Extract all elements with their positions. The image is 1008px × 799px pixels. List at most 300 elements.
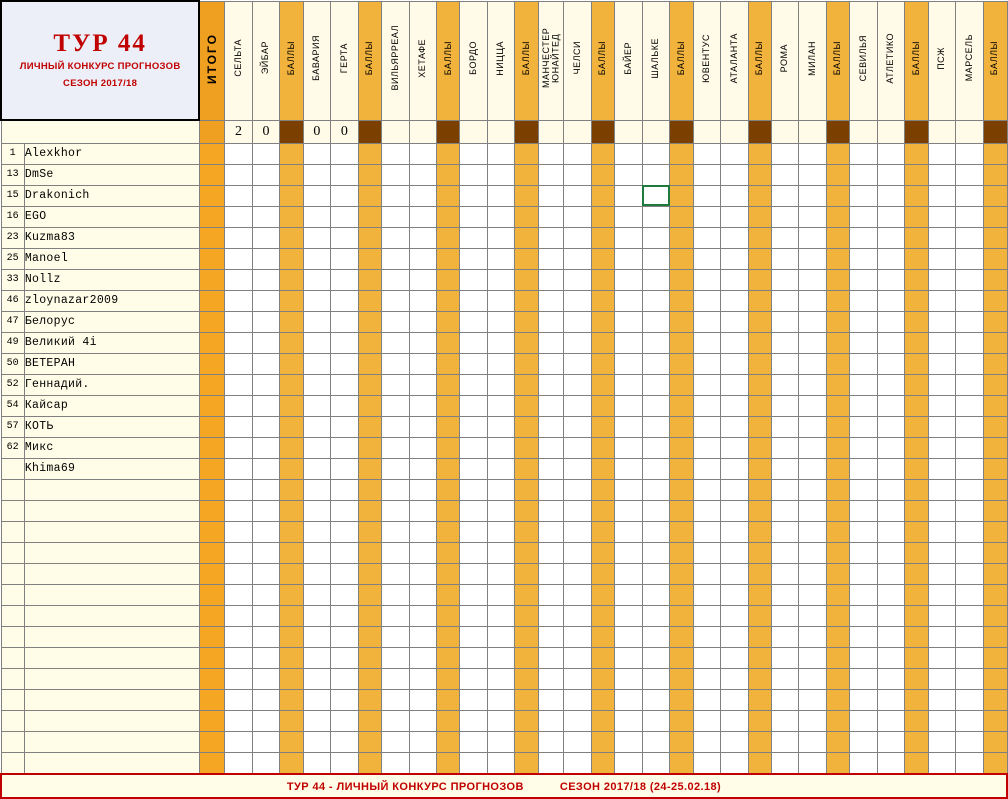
prediction-cell[interactable] [615,269,643,290]
prediction-cell[interactable] [564,416,592,437]
prediction-cell[interactable] [437,500,460,521]
prediction-cell[interactable] [877,731,905,752]
prediction-cell[interactable] [721,248,749,269]
prediction-cell[interactable] [280,584,303,605]
prediction-cell[interactable] [331,185,359,206]
prediction-cell[interactable] [748,479,771,500]
participant-name[interactable]: Kuzma83 [24,227,199,248]
prediction-cell[interactable] [515,542,538,563]
prediction-cell[interactable] [877,689,905,710]
prediction-cell[interactable] [956,731,984,752]
prediction-cell[interactable] [437,416,460,437]
prediction-cell[interactable] [877,479,905,500]
prediction-cell[interactable] [515,374,538,395]
prediction-cell[interactable] [956,164,984,185]
prediction-cell[interactable] [515,500,538,521]
column-header-15[interactable] [591,1,614,120]
prediction-cell[interactable] [670,458,693,479]
prediction-cell[interactable] [358,185,381,206]
prediction-cell[interactable] [280,332,303,353]
prediction-cell[interactable] [721,353,749,374]
prediction-cell[interactable] [252,311,280,332]
prediction-cell[interactable] [928,605,956,626]
prediction-cell[interactable] [564,248,592,269]
score-cell-29[interactable] [956,120,984,143]
prediction-cell[interactable] [515,479,538,500]
table-row[interactable] [1,248,1007,269]
prediction-cell[interactable] [303,248,331,269]
column-header-5[interactable] [331,1,359,120]
table-row[interactable] [1,374,1007,395]
prediction-cell[interactable] [983,395,1007,416]
row-number[interactable]: 16 [1,206,24,227]
score-cell-28[interactable] [928,120,956,143]
prediction-cell[interactable] [850,143,878,164]
prediction-cell[interactable] [850,563,878,584]
prediction-cell[interactable] [280,353,303,374]
prediction-cell[interactable] [983,647,1007,668]
prediction-cell[interactable] [748,248,771,269]
row-number[interactable] [1,689,24,710]
prediction-cell[interactable] [409,521,437,542]
prediction-cell[interactable] [928,416,956,437]
prediction-cell[interactable] [693,542,721,563]
prediction-cell[interactable] [460,269,488,290]
prediction-cell[interactable] [642,605,670,626]
participant-name[interactable] [24,563,199,584]
prediction-cell[interactable] [693,500,721,521]
prediction-cell[interactable] [642,500,670,521]
prediction-cell[interactable] [693,605,721,626]
prediction-cell[interactable] [905,731,928,752]
participant-name[interactable] [24,647,199,668]
prediction-cell[interactable] [331,500,359,521]
prediction-cell[interactable] [693,668,721,689]
prediction-cell[interactable] [670,500,693,521]
score-cell-12[interactable] [515,120,538,143]
prediction-cell[interactable] [827,332,850,353]
prediction-cell[interactable] [460,416,488,437]
prediction-cell[interactable] [303,143,331,164]
prediction-cell[interactable] [771,269,799,290]
table-row[interactable] [1,416,1007,437]
prediction-cell[interactable] [460,521,488,542]
prediction-cell[interactable] [771,206,799,227]
prediction-cell[interactable] [642,290,670,311]
prediction-cell[interactable] [280,605,303,626]
prediction-cell[interactable] [670,206,693,227]
participant-name[interactable]: Manoel [24,248,199,269]
prediction-cell[interactable] [642,710,670,731]
prediction-cell[interactable] [670,143,693,164]
prediction-cell[interactable] [642,689,670,710]
prediction-cell[interactable] [225,416,253,437]
prediction-cell[interactable] [850,332,878,353]
prediction-cell[interactable] [983,542,1007,563]
prediction-cell[interactable] [303,710,331,731]
prediction-cell[interactable] [280,479,303,500]
prediction-cell[interactable] [591,395,614,416]
prediction-cell[interactable] [437,311,460,332]
prediction-cell[interactable] [983,479,1007,500]
prediction-cell[interactable] [358,668,381,689]
prediction-cell[interactable] [487,500,515,521]
prediction-cell[interactable] [358,164,381,185]
prediction-cell[interactable] [721,206,749,227]
prediction-cell[interactable] [515,710,538,731]
prediction-cell[interactable] [877,563,905,584]
prediction-cell[interactable] [771,164,799,185]
prediction-cell[interactable] [850,248,878,269]
prediction-cell[interactable] [358,311,381,332]
prediction-cell[interactable] [252,584,280,605]
participant-name[interactable] [24,521,199,542]
table-row[interactable] [1,143,1007,164]
prediction-cell[interactable] [983,248,1007,269]
prediction-cell[interactable] [956,689,984,710]
prediction-cell[interactable] [564,185,592,206]
prediction-cell[interactable] [591,269,614,290]
prediction-cell[interactable] [748,542,771,563]
prediction-cell[interactable] [771,731,799,752]
prediction-cell[interactable] [252,479,280,500]
prediction-cell[interactable] [748,206,771,227]
prediction-cell[interactable] [331,290,359,311]
prediction-cell[interactable] [850,626,878,647]
prediction-cell[interactable] [827,143,850,164]
prediction-cell[interactable] [956,227,984,248]
prediction-cell[interactable] [437,626,460,647]
prediction-cell[interactable] [799,689,827,710]
prediction-cell[interactable] [799,668,827,689]
column-header-29[interactable] [956,1,984,120]
prediction-cell[interactable] [615,731,643,752]
prediction-cell[interactable] [460,479,488,500]
prediction-cell[interactable] [771,332,799,353]
prediction-cell[interactable] [591,710,614,731]
prediction-cell[interactable] [358,416,381,437]
prediction-cell[interactable] [928,143,956,164]
prediction-cell[interactable] [905,710,928,731]
prediction-cell[interactable] [693,563,721,584]
prediction-cell[interactable] [591,458,614,479]
prediction-cell[interactable] [905,395,928,416]
prediction-cell[interactable] [252,500,280,521]
prediction-cell[interactable] [771,311,799,332]
prediction-cell[interactable] [642,521,670,542]
prediction-cell[interactable] [409,332,437,353]
prediction-cell[interactable] [905,500,928,521]
prediction-cell[interactable] [670,647,693,668]
prediction-cell[interactable] [928,647,956,668]
prediction-cell[interactable] [721,752,749,774]
prediction-cell[interactable] [928,752,956,774]
prediction-cell[interactable] [515,206,538,227]
prediction-cell[interactable] [721,563,749,584]
prediction-cell[interactable] [850,521,878,542]
score-cell-15[interactable] [591,120,614,143]
prediction-cell[interactable] [460,353,488,374]
prediction-cell[interactable] [827,542,850,563]
prediction-cell[interactable] [877,626,905,647]
prediction-cell[interactable] [693,311,721,332]
prediction-cell[interactable] [850,290,878,311]
prediction-cell[interactable] [358,542,381,563]
prediction-cell[interactable] [487,689,515,710]
prediction-cell[interactable] [850,185,878,206]
prediction-cell[interactable] [280,689,303,710]
prediction-cell[interactable] [303,227,331,248]
prediction-cell[interactable] [983,563,1007,584]
prediction-cell[interactable] [460,143,488,164]
prediction-cell[interactable] [591,290,614,311]
prediction-cell[interactable] [956,437,984,458]
score-cell-2[interactable] [252,120,280,143]
prediction-cell[interactable] [670,248,693,269]
prediction-cell[interactable] [199,353,224,374]
prediction-cell[interactable] [409,206,437,227]
participant-name[interactable]: Геннадий. [24,374,199,395]
prediction-cell[interactable] [538,206,563,227]
prediction-cell[interactable] [983,227,1007,248]
prediction-cell[interactable] [199,227,224,248]
prediction-cell[interactable] [877,248,905,269]
prediction-cell[interactable] [252,185,280,206]
prediction-cell[interactable] [642,647,670,668]
prediction-cell[interactable] [615,458,643,479]
score-cell-18[interactable] [670,120,693,143]
prediction-cell[interactable] [460,605,488,626]
prediction-cell[interactable] [905,752,928,774]
prediction-cell[interactable] [983,605,1007,626]
prediction-cell[interactable] [721,647,749,668]
score-cell-19[interactable] [693,120,721,143]
prediction-cell[interactable] [693,416,721,437]
prediction-cell[interactable] [331,311,359,332]
prediction-cell[interactable] [358,374,381,395]
prediction-cell[interactable] [850,605,878,626]
prediction-cell[interactable] [199,647,224,668]
prediction-cell[interactable] [615,227,643,248]
prediction-cell[interactable] [591,731,614,752]
prediction-cell[interactable] [199,668,224,689]
prediction-cell[interactable] [252,731,280,752]
row-number[interactable] [1,479,24,500]
participant-name[interactable] [24,731,199,752]
prediction-cell[interactable] [827,164,850,185]
prediction-cell[interactable] [748,626,771,647]
prediction-cell[interactable] [460,668,488,689]
prediction-cell[interactable] [642,479,670,500]
prediction-cell[interactable] [564,332,592,353]
prediction-cell[interactable] [303,458,331,479]
prediction-cell[interactable] [437,605,460,626]
prediction-cell[interactable] [331,374,359,395]
prediction-cell[interactable] [693,731,721,752]
prediction-cell[interactable] [564,269,592,290]
prediction-cell[interactable] [877,416,905,437]
prediction-cell[interactable] [331,752,359,774]
prediction-cell[interactable] [771,353,799,374]
prediction-cell[interactable] [721,143,749,164]
prediction-cell[interactable] [460,731,488,752]
participant-name[interactable] [24,668,199,689]
prediction-cell[interactable] [850,311,878,332]
prediction-cell[interactable] [615,332,643,353]
prediction-cell[interactable] [799,164,827,185]
prediction-cell[interactable] [905,437,928,458]
prediction-cell[interactable] [877,500,905,521]
prediction-cell[interactable] [331,353,359,374]
table-row[interactable] [1,731,1007,752]
participant-name[interactable] [24,479,199,500]
prediction-cell[interactable] [748,605,771,626]
prediction-cell[interactable] [381,143,409,164]
prediction-cell[interactable] [956,542,984,563]
prediction-cell[interactable] [487,269,515,290]
prediction-cell[interactable] [199,710,224,731]
prediction-cell[interactable] [331,605,359,626]
prediction-cell[interactable] [799,710,827,731]
prediction-cell[interactable] [850,164,878,185]
prediction-cell[interactable] [905,416,928,437]
prediction-cell[interactable] [928,185,956,206]
prediction-cell[interactable] [928,248,956,269]
prediction-cell[interactable] [956,647,984,668]
participant-name[interactable] [24,542,199,563]
prediction-cell[interactable] [615,290,643,311]
prediction-cell[interactable] [799,290,827,311]
prediction-cell[interactable] [280,290,303,311]
table-row[interactable] [1,164,1007,185]
prediction-cell[interactable] [642,332,670,353]
prediction-cell[interactable] [487,521,515,542]
prediction-cell[interactable] [670,332,693,353]
prediction-cell[interactable] [515,227,538,248]
prediction-cell[interactable] [487,668,515,689]
prediction-cell[interactable] [748,500,771,521]
prediction-cell[interactable] [670,395,693,416]
prediction-cell[interactable] [381,206,409,227]
prediction-cell[interactable] [827,605,850,626]
prediction-cell[interactable] [615,647,643,668]
prediction-cell[interactable] [358,584,381,605]
prediction-cell[interactable] [670,479,693,500]
prediction-cell[interactable] [905,374,928,395]
prediction-cell[interactable] [983,416,1007,437]
prediction-cell[interactable] [252,395,280,416]
prediction-cell[interactable] [877,206,905,227]
prediction-cell[interactable] [748,668,771,689]
prediction-cell[interactable] [225,626,253,647]
prediction-cell[interactable] [748,143,771,164]
prediction-cell[interactable] [591,500,614,521]
prediction-cell[interactable] [799,521,827,542]
prediction-cell[interactable] [381,311,409,332]
prediction-cell[interactable] [877,605,905,626]
prediction-cell[interactable] [748,374,771,395]
prediction-cell[interactable] [983,689,1007,710]
prediction-cell[interactable] [538,374,563,395]
prediction-cell[interactable] [905,542,928,563]
prediction-cell[interactable] [358,353,381,374]
prediction-cell[interactable] [564,542,592,563]
prediction-cell[interactable] [538,668,563,689]
prediction-cell[interactable] [280,185,303,206]
prediction-cell[interactable] [771,395,799,416]
column-header-13[interactable] [538,1,563,120]
prediction-cell[interactable] [615,689,643,710]
prediction-cell[interactable] [358,626,381,647]
prediction-cell[interactable] [381,269,409,290]
prediction-cell[interactable] [280,710,303,731]
prediction-cell[interactable] [642,563,670,584]
prediction-cell[interactable] [850,731,878,752]
score-cell-11[interactable] [487,120,515,143]
prediction-cell[interactable] [827,668,850,689]
prediction-cell[interactable] [591,584,614,605]
prediction-cell[interactable] [515,269,538,290]
prediction-cell[interactable] [799,248,827,269]
prediction-cell[interactable] [905,479,928,500]
prediction-cell[interactable] [827,479,850,500]
prediction-cell[interactable] [748,710,771,731]
prediction-cell[interactable] [721,584,749,605]
prediction-cell[interactable] [877,395,905,416]
prediction-cell[interactable] [280,206,303,227]
prediction-cell[interactable] [358,332,381,353]
prediction-cell[interactable] [437,542,460,563]
prediction-cell[interactable] [799,311,827,332]
prediction-cell[interactable] [487,731,515,752]
prediction-cell[interactable] [538,269,563,290]
score-cell-8[interactable] [409,120,437,143]
prediction-cell[interactable] [771,605,799,626]
prediction-cell[interactable] [437,164,460,185]
prediction-cell[interactable] [564,374,592,395]
prediction-cell[interactable] [877,647,905,668]
prediction-cell[interactable] [693,248,721,269]
prediction-cell[interactable] [693,647,721,668]
row-number[interactable] [1,563,24,584]
prediction-cell[interactable] [381,605,409,626]
prediction-cell[interactable] [799,206,827,227]
prediction-cell[interactable] [615,752,643,774]
prediction-cell[interactable] [564,752,592,774]
prediction-cell[interactable] [487,311,515,332]
prediction-cell[interactable] [877,374,905,395]
prediction-cell[interactable] [591,206,614,227]
prediction-cell[interactable] [303,185,331,206]
column-header-30[interactable] [983,1,1007,120]
prediction-cell[interactable] [877,269,905,290]
prediction-cell[interactable] [564,143,592,164]
prediction-cell[interactable] [591,605,614,626]
column-header-21[interactable] [748,1,771,120]
prediction-cell[interactable] [199,605,224,626]
prediction-cell[interactable] [280,311,303,332]
score-cell-5[interactable] [331,120,359,143]
prediction-cell[interactable] [358,458,381,479]
prediction-cell[interactable] [409,164,437,185]
prediction-cell[interactable] [905,689,928,710]
column-header-25[interactable] [850,1,878,120]
prediction-cell[interactable] [591,416,614,437]
score-row[interactable] [1,120,1007,143]
participant-name[interactable] [24,584,199,605]
prediction-cell[interactable] [303,731,331,752]
prediction-cell[interactable] [303,311,331,332]
